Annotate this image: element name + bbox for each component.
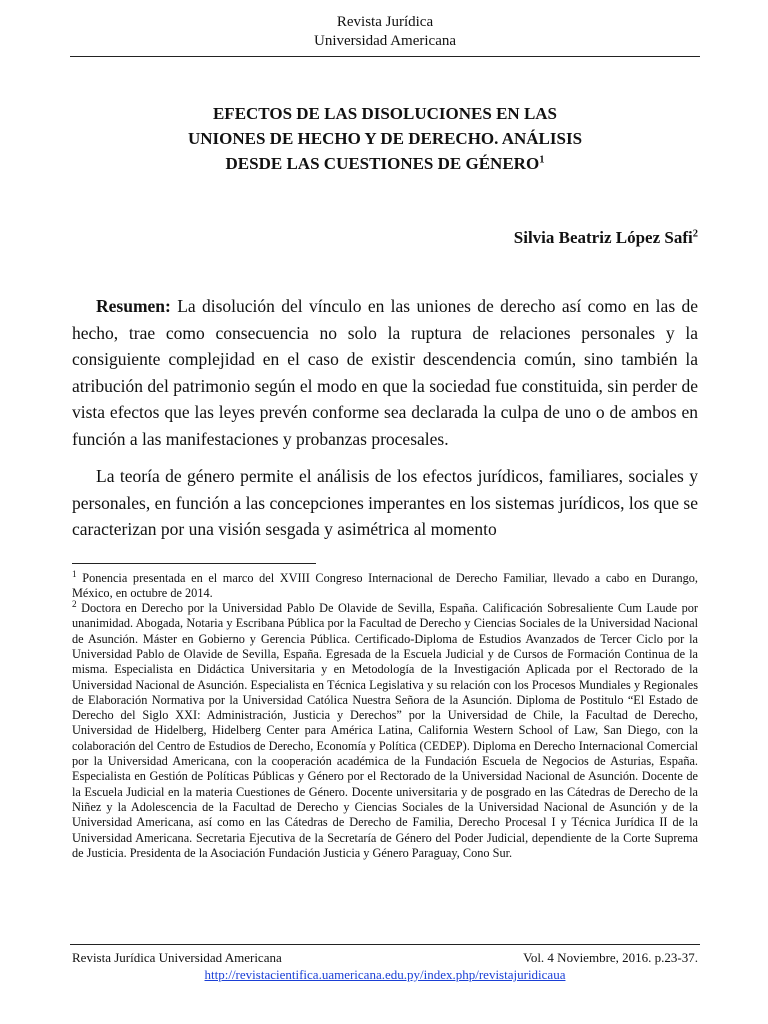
footnote-2-text: Doctora en Derecho por la Universidad Pablo De Olavide de Sevilla, España. Calificación Sobresaliente Cum Laude por unanimidad. Abogada, Notaria y Escribana Pública por la Facultad de Derecho y Ciencias Sociales de la Universidad Nacional de Asunción. Máster en Gobierno y Gerencia Pública. Certificado-Diploma de Estudios Avanzados de Tercer Ciclo por la Universidad Pablo de Olavide de Sevilla, España. Egresada de la Escuela Judicial y de Cursos de Formación Continua de la misma. Especialista en Didáctica Universitaria y en Metodología de la Investigación Aplicada por el Rectorado de la Universidad Nacional de Asunción. Especialista en Técnica Legislativa y su relación con los Procesos Mundiales y Regionales de Elaboración Normativa por la Universidad Católica Nuestra Señora de la Asunción. Diploma de Postitulo “El Estado de Derecho del Siglo XXI: Administración, Justicia y Derechos” por la Universidad de Chile, la Facultad de Derecho, Universidad de Hidelberg, Hidelberg Center para América Latina, California Western School of Law, San Diego, con la colaboración del Centro de Estudios de Derecho, Economía y Política (CEDEP). Diploma en Derecho Internacional Comercial por la Universidad Americana, con la cooperación académica de la Fundación Escuela de Negocios de Asturias, España. Especialista en Gestión de Políticas Públicas y Género por el Rectorado de la Universidad Nacional de Asunción. Docente de la Escuela Judicial en la materia Cuestiones de Género. Docente universitaria y de posgrado en las Cátedras de Derecho de la Niñez y la Adolescencia de la Facultad de Derecho y Ciencias Sociales de la Universidad Nacional de Asunción y de la Universidad Americana, así como en las Cátedras de Derecho de Familia, Derecho Procesal I y Técnica Jurídica II de la Universidad Americana. Secretaria Ejecutiva de la Secretaría de Género del Poder Judicial, dependiente de la Corte Suprema de Justicia. Presidenta de la Asociación Fundación Justicia y Género Paraguay, Cono Sur. xyxy=(72,601,698,860)
title-line-3-text: DESDE LAS CUESTIONES DE GÉNERO xyxy=(225,154,540,173)
author-name: Silvia Beatriz López Safi xyxy=(513,228,693,247)
author-byline xyxy=(72,228,698,248)
header-divider xyxy=(70,56,700,57)
footnote-divider xyxy=(72,563,316,564)
abstract-paragraph xyxy=(72,293,698,452)
footer-url-link[interactable]: http://revistacientifica.uamericana.edu.py/index.php/revistajuridicaua xyxy=(204,967,566,982)
footer-divider xyxy=(70,944,700,945)
footnote-1 xyxy=(72,568,699,602)
institution-name: Universidad Americana xyxy=(313,33,457,49)
title-footnote-ref[interactable]: 1 xyxy=(539,154,545,166)
title-line-1: EFECTOS DE LAS DISOLUCIONES EN LAS xyxy=(212,104,558,123)
footnote-1-number: 1 xyxy=(72,568,77,579)
page-footer xyxy=(72,949,698,983)
journal-name: Revista Jurídica xyxy=(336,14,434,30)
author-footnote-ref[interactable]: 2 xyxy=(692,228,698,240)
title-line-2: UNIONES DE HECHO Y DE DERECHO. ANÁLISIS xyxy=(187,129,583,148)
abstract-label: Resumen: xyxy=(96,296,171,316)
footnote-2-number: 2 xyxy=(72,599,77,609)
footnote-1-text: Ponencia presentada en el marco del XVIII Congreso Internacional de Derecho Familiar, llevado a cabo en Durango, México, en octubre de 2014. xyxy=(72,570,699,600)
article-title xyxy=(72,101,698,176)
footnotes xyxy=(72,568,699,862)
document-page xyxy=(72,0,699,982)
footnote-2 xyxy=(72,601,698,861)
abstract-text: La disolución del vínculo en las uniones de derecho así como en las de hecho, trae como consecuencia no solo la ruptura de relaciones personales y la consiguiente complejidad en el caso de existir descendencia común, sino también la atribución del patrimonio según el modo en que la sociedad fue constituida, sin perder de vista efectos que las leyes prevén conforme sea declarada la culpa de uno o de ambos en función a las manifestaciones y probanzas procesales. xyxy=(72,296,698,449)
running-header xyxy=(72,13,698,51)
body-paragraph-2: La teoría de género permite el análisis de los efectos jurídicos, familiares, sociales y personales, en función a las concepciones imperantes en los sistemas jurídicos, los que se caracterizan por una visión sesgada y asimétrica al momento xyxy=(72,466,698,539)
footer-url-wrap xyxy=(72,966,698,983)
title-line-3 xyxy=(72,151,698,176)
footer-journal: Revista Jurídica Universidad Americana xyxy=(72,950,282,965)
footer-volume: Vol. 4 Noviembre, 2016. p.23-37. xyxy=(523,950,698,965)
